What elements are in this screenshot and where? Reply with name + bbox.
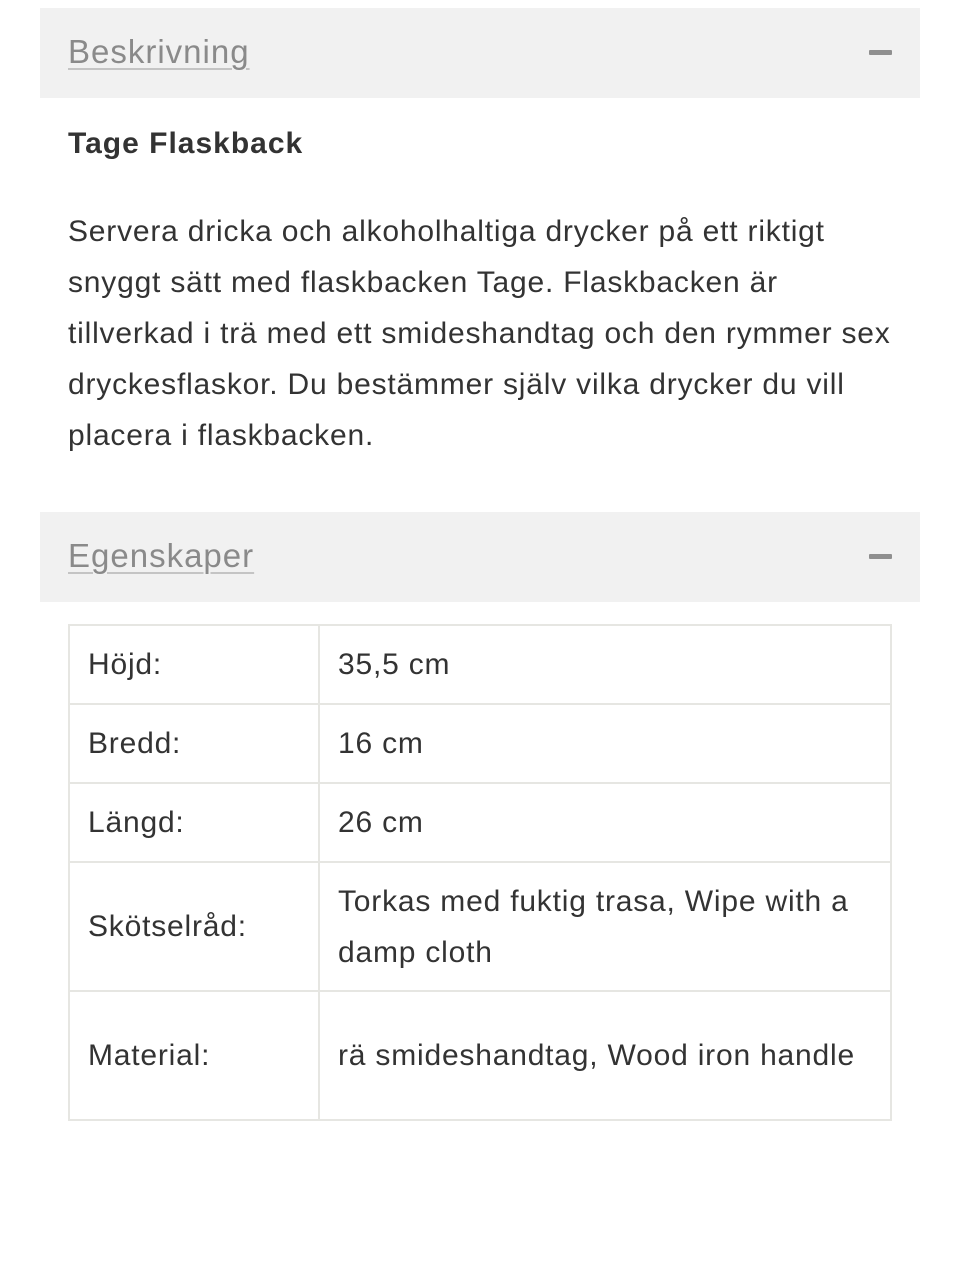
description-panel xyxy=(40,124,920,512)
accordion-header-properties[interactable] xyxy=(40,512,920,602)
property-label: Bredd: xyxy=(69,704,319,783)
table-row xyxy=(69,783,891,862)
description-text: Servera dricka och alkoholhaltiga drycker på ett riktigt snyggt sätt med flaskbacken Tage. Flaskbacken är tillverkad i trä med ett smideshandtag och den rymmer sex dryckesflaskor. Du bestämmer själv vilka drycker du vill placera i flaskbacken. xyxy=(68,215,891,452)
table-row xyxy=(69,862,891,991)
properties-table xyxy=(68,624,892,1121)
table-row xyxy=(69,704,891,783)
accordion-header-description[interactable] xyxy=(40,8,920,98)
property-label: Skötselråd: xyxy=(69,862,319,991)
property-value: Torkas med fuktig trasa, Wipe with a damp cloth xyxy=(319,862,891,991)
table-row xyxy=(69,991,891,1120)
description-content xyxy=(40,124,920,461)
accordion-title-description[interactable]: Beskrivning xyxy=(68,33,250,70)
property-label: Höjd: xyxy=(69,625,319,704)
table-row xyxy=(69,625,891,704)
property-value: rä smideshandtag, Wood iron handle xyxy=(319,991,891,1120)
product-info xyxy=(40,8,920,1121)
property-label: Material: xyxy=(69,991,319,1120)
minus-icon[interactable] xyxy=(869,50,892,55)
property-label: Längd: xyxy=(69,783,319,862)
minus-icon[interactable] xyxy=(869,554,892,559)
property-value: 26 cm xyxy=(319,783,891,862)
product-name: Tage Flaskback xyxy=(68,127,304,160)
property-value: 35,5 cm xyxy=(319,625,891,704)
property-value: 16 cm xyxy=(319,704,891,783)
accordion-title-properties[interactable]: Egenskaper xyxy=(68,537,255,574)
